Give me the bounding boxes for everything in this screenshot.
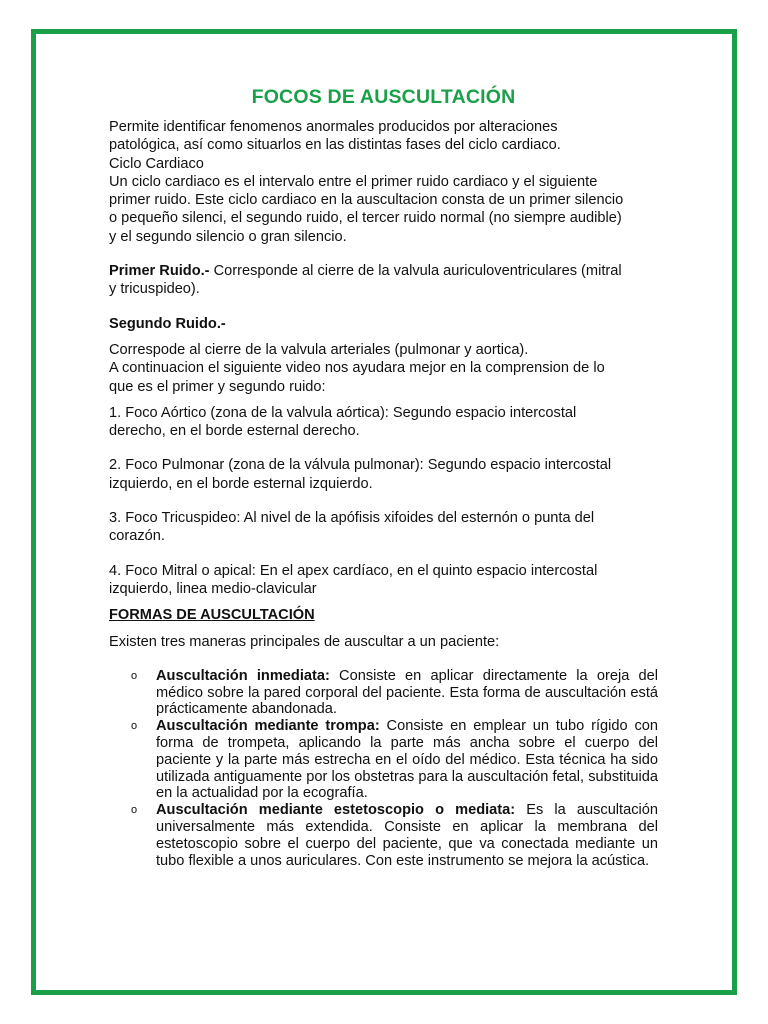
foco-item: 1. Foco Aórtico (zona de la valvula aórtica): Segundo espacio intercostal derecho, en el borde esternal derecho. — [109, 404, 577, 440]
foco-item: 3. Foco Tricuspideo: Al nivel de la apófisis xifoides del esternón o punta del corazón. — [109, 510, 595, 545]
intro-line: Un ciclo cardiaco es el intervalo entre el primer ruido cardiaco y el siguiente — [109, 173, 598, 190]
intro-line: o pequeño silenci, el segundo ruido, el tercer ruido normal (no siempre audible) — [109, 210, 622, 227]
primer-ruido-label: Primer Ruido.- — [109, 263, 210, 280]
page-title: FOCOS DE AUSCULTACIÓN — [251, 86, 516, 108]
bullet-icon: o — [131, 669, 138, 682]
segundo-ruido-line: Correspode al cierre de la valvula arteriales (pulmonar y aortica). — [109, 341, 529, 358]
formas-list — [109, 668, 658, 870]
primer-ruido-text: Corresponde al cierre de la valvula auriculoventriculares (mitral — [209, 263, 622, 280]
list-item-label: Auscultación inmediata: — [156, 667, 330, 684]
document-body — [109, 84, 658, 869]
list-item-text: Es la auscultación universalmente más extendida. Consiste en aplicar la membrana del estetoscopio sobre el cuerpo del paciente, que va conectada mediante un tubo flexible a unos auriculares. Con este instrumento se mejora la acústica. — [156, 802, 658, 869]
section-title: FORMAS DE AUSCULTACIÓN — [109, 607, 315, 624]
list-item-label: Auscultación mediante trompa: — [156, 718, 380, 735]
primer-ruido-paragraph — [109, 262, 658, 299]
list-item-text: Consiste en emplear un tubo rígido con forma de trompeta, aplicando la parte más ancha sobre el cuerpo del paciente y la parte más estrecha en el oído del médico. Esta técnica ha sido utilizada antiguamente por los obstetras para la auscultación fetal, substituida en la actualidad por la ecografía. — [156, 718, 658, 802]
foco-item: 2. Foco Pulmonar (zona de la válvula pulmonar): Segundo espacio intercostal izquierdo, en el borde esternal izquierdo. — [109, 457, 612, 492]
foco-item: 4. Foco Mitral o apical: En el apex cardíaco, en el quinto espacio intercostal izquierdo, linea medio-clavicular — [109, 562, 598, 597]
intro-line: patológica, así como situarlos en las distintas fases del ciclo cardiaco. — [109, 137, 561, 154]
intro-paragraph — [109, 118, 658, 246]
segundo-ruido-line: A continuacion el siguiente video nos ayudara mejor en la comprension de lo — [109, 360, 605, 377]
list-item-label: Auscultación mediante estetoscopio o mediata: — [156, 802, 516, 819]
bullet-icon: o — [131, 720, 138, 733]
intro-line: Ciclo Cardiaco — [109, 155, 204, 172]
list-item-text: Consiste en aplicar directamente la oreja del médico sobre la pared corporal del paciente. Esta forma de auscultación está prácticamente abandonada. — [156, 667, 658, 718]
list-item — [131, 802, 658, 869]
intro-line: y el segundo silencio o gran silencio. — [109, 228, 347, 245]
segundo-ruido-paragraph — [109, 341, 658, 396]
segundo-ruido-line: que es el primer y segundo ruido: — [109, 378, 326, 395]
intro-line: Permite identificar fenomenos anormales producidos por alteraciones — [109, 119, 558, 135]
list-item — [131, 718, 658, 802]
primer-ruido-text: y tricuspideo). — [109, 281, 200, 298]
bullet-icon: o — [131, 804, 138, 817]
intro-line: primer ruido. Este ciclo cardiaco en la auscultacion consta de un primer silencio — [109, 192, 624, 209]
segundo-ruido-label: Segundo Ruido.- — [109, 315, 226, 332]
formas-intro: Existen tres maneras principales de auscultar a un paciente: — [109, 633, 500, 650]
list-item — [131, 667, 658, 718]
